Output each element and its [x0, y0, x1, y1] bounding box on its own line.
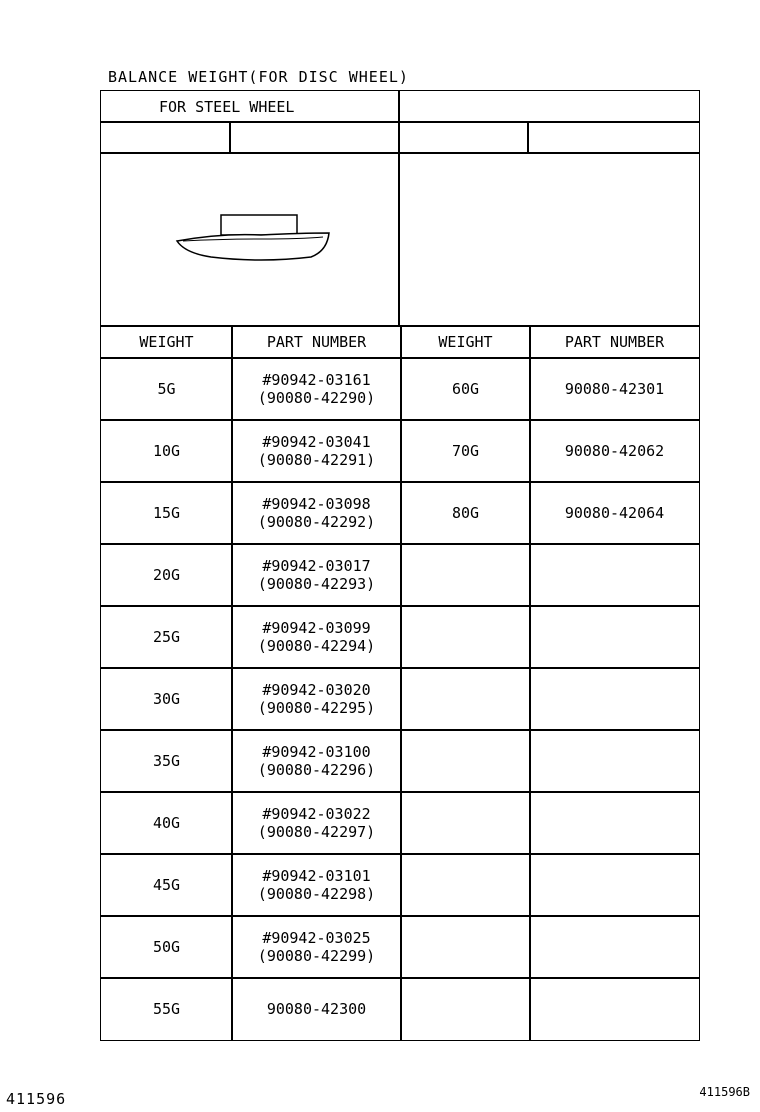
- illustration-cell-blank: [398, 152, 700, 327]
- part-number: 90080-42300: [266, 1000, 367, 1018]
- table-row-weight: [100, 543, 233, 607]
- table-row-weight: [100, 605, 233, 669]
- table-row-part-number-right: [529, 667, 700, 731]
- column-header-label: PART NUMBER: [564, 333, 665, 351]
- table-row-weight: [100, 791, 233, 855]
- column-header-part-right: [529, 325, 700, 359]
- part-number: #90942-03041: [262, 433, 371, 451]
- table-row-part-number-right: [529, 915, 700, 979]
- table-row-weight: [100, 357, 233, 421]
- part-number: 90080-42062: [564, 442, 665, 460]
- part-number: #90942-03100: [262, 743, 371, 761]
- header-cell-blank: [398, 90, 700, 123]
- footer-right-id: 411596B: [699, 1085, 750, 1099]
- table-row-weight-right: [400, 853, 531, 917]
- part-number: #90942-03020: [262, 681, 371, 699]
- weight-value: 15G: [152, 504, 181, 522]
- table-row-part-number-right: [529, 729, 700, 793]
- table-row-weight-right: [400, 791, 531, 855]
- table-row-part-number-right: [529, 357, 700, 421]
- subheader-cell: [229, 121, 400, 154]
- weight-value: 50G: [152, 938, 181, 956]
- weight-value: 70G: [451, 442, 480, 460]
- weight-value: 55G: [152, 1000, 181, 1018]
- alt-part-number: (90080-42299): [257, 947, 376, 965]
- section-label: FOR STEEL WHEEL: [159, 97, 295, 116]
- table-row-part-number: [231, 915, 402, 979]
- subheader-cell: [100, 121, 231, 154]
- part-number: #90942-03161: [262, 371, 371, 389]
- table-row-weight: [100, 729, 233, 793]
- part-number: 90080-42064: [564, 504, 665, 522]
- section-header-cell: [100, 90, 400, 123]
- weight-value: 80G: [451, 504, 480, 522]
- balance-weight-illustration: [101, 153, 401, 328]
- column-header-label: PART NUMBER: [266, 333, 367, 351]
- table-row-weight: [100, 419, 233, 483]
- part-number: 90080-42301: [564, 380, 665, 398]
- weight-value: 20G: [152, 566, 181, 584]
- weight-value: 35G: [152, 752, 181, 770]
- table-row-weight: [100, 915, 233, 979]
- weight-value: 25G: [152, 628, 181, 646]
- alt-part-number: (90080-42297): [257, 823, 376, 841]
- alt-part-number: (90080-42290): [257, 389, 376, 407]
- table-row-part-number: [231, 791, 402, 855]
- table-row-part-number: [231, 729, 402, 793]
- table-row-weight-right: [400, 543, 531, 607]
- weight-value: 10G: [152, 442, 181, 460]
- weight-value: 30G: [152, 690, 181, 708]
- table-row-part-number: [231, 481, 402, 545]
- table-row-weight-right: [400, 667, 531, 731]
- subheader-cell: [527, 121, 700, 154]
- table-row-part-number-right: [529, 605, 700, 669]
- table-row-weight: [100, 977, 233, 1041]
- column-header-part-left: [231, 325, 402, 359]
- alt-part-number: (90080-42291): [257, 451, 376, 469]
- table-row-part-number: [231, 357, 402, 421]
- table-row-part-number: [231, 667, 402, 731]
- illustration-cell: [100, 152, 400, 327]
- table-row-part-number-right: [529, 791, 700, 855]
- table-row-weight-right: [400, 357, 531, 421]
- table-row-part-number: [231, 419, 402, 483]
- weight-value: 40G: [152, 814, 181, 832]
- alt-part-number: (90080-42292): [257, 513, 376, 531]
- subheader-cell: [398, 121, 529, 154]
- part-number: #90942-03099: [262, 619, 371, 637]
- table-row-part-number: [231, 543, 402, 607]
- part-number: #90942-03017: [262, 557, 371, 575]
- alt-part-number: (90080-42296): [257, 761, 376, 779]
- alt-part-number: (90080-42298): [257, 885, 376, 903]
- table-row-weight-right: [400, 419, 531, 483]
- alt-part-number: (90080-42293): [257, 575, 376, 593]
- part-number: #90942-03098: [262, 495, 371, 513]
- column-header-weight-left: [100, 325, 233, 359]
- table-row-weight: [100, 853, 233, 917]
- page-title: BALANCE WEIGHT(FOR DISC WHEEL): [108, 68, 409, 86]
- column-header-weight-right: [400, 325, 531, 359]
- table-row-weight: [100, 481, 233, 545]
- part-number: #90942-03022: [262, 805, 371, 823]
- weight-value: 60G: [451, 380, 480, 398]
- table-row-weight-right: [400, 915, 531, 979]
- table-row-weight: [100, 667, 233, 731]
- table-row-part-number: [231, 977, 402, 1041]
- alt-part-number: (90080-42294): [257, 637, 376, 655]
- table-row-part-number-right: [529, 977, 700, 1041]
- alt-part-number: (90080-42295): [257, 699, 376, 717]
- table-row-part-number-right: [529, 419, 700, 483]
- column-header-label: WEIGHT: [139, 333, 194, 351]
- table-row-weight-right: [400, 481, 531, 545]
- table-row-part-number: [231, 853, 402, 917]
- table-row-part-number-right: [529, 543, 700, 607]
- table-row-part-number: [231, 605, 402, 669]
- table-row-part-number-right: [529, 853, 700, 917]
- column-header-label: WEIGHT: [438, 333, 493, 351]
- part-number: #90942-03025: [262, 929, 371, 947]
- table-row-weight-right: [400, 977, 531, 1041]
- part-number: #90942-03101: [262, 867, 371, 885]
- table-row-weight-right: [400, 605, 531, 669]
- footer-left-id: 411596: [6, 1090, 67, 1108]
- weight-value: 45G: [152, 876, 181, 894]
- table-row-weight-right: [400, 729, 531, 793]
- weight-value: 5G: [157, 380, 176, 398]
- table-row-part-number-right: [529, 481, 700, 545]
